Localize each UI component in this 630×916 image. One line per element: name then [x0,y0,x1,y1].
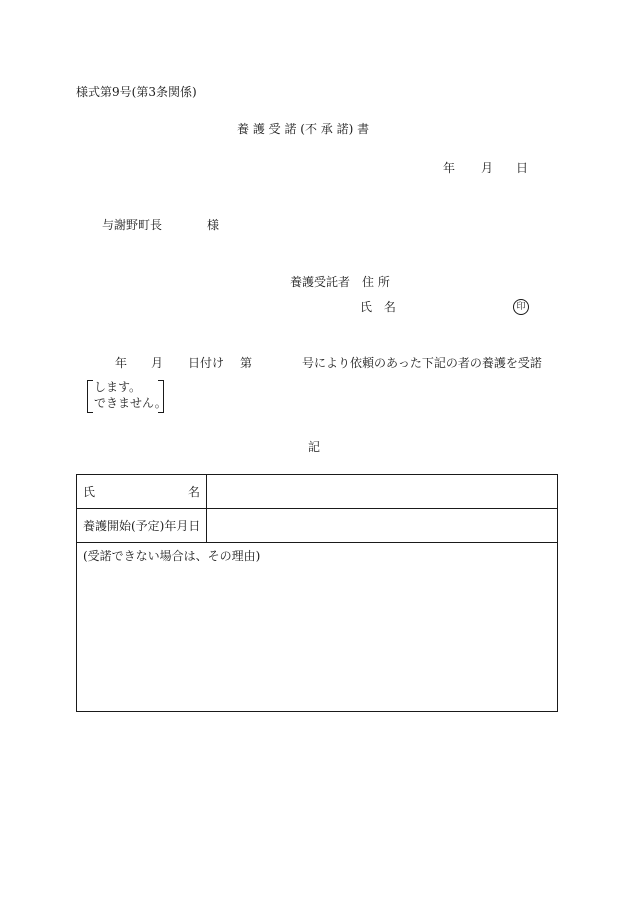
choice-accept: します。 [94,380,142,394]
seal-mark: 印 [513,299,529,315]
choice-bracket-right [158,380,164,413]
body-year-label: 年 [115,356,128,370]
detail-table [76,474,558,712]
date-month-label: 月 [481,161,494,175]
document-title: 養 護 受 諾 (不 承 諾) 書 [237,122,370,136]
name-header-label-2: 名 [187,484,200,499]
body-month-label: 月 [151,356,164,370]
name-header-label-1: 氏 [83,484,96,499]
addressee-honorific: 様 [207,218,220,232]
form-number: 様式第9号(第3条関係) [76,85,197,99]
table-row-name [77,475,558,509]
body-dated-label: 日付け [188,356,225,370]
name-header-cell [77,475,207,509]
ki-heading: 記 [308,440,321,454]
body-text: 号により依頼のあった下記の者の養護を受諾 [302,356,542,370]
name-value-cell[interactable] [207,475,558,509]
body-number-prefix: 第 [240,356,253,370]
start-date-header-cell: 養護開始(予定)年月日 [77,509,207,543]
table-row-reason [77,543,558,712]
name-label: 氏 名 [360,300,400,314]
reason-label: (受諾できない場合は、その理由) [83,549,261,563]
reason-cell[interactable] [77,543,558,712]
choice-bracket-left [87,380,93,413]
accepter-role: 養護受託者 [290,275,351,289]
address-label: 住 所 [362,275,390,289]
start-date-value-cell[interactable] [207,509,558,543]
date-day-label: 日 [516,161,529,175]
table-row-start-date [77,509,558,543]
date-year-label: 年 [443,161,456,175]
addressee-name: 与謝野町長 [102,218,163,232]
choice-decline: できません。 [94,396,167,410]
